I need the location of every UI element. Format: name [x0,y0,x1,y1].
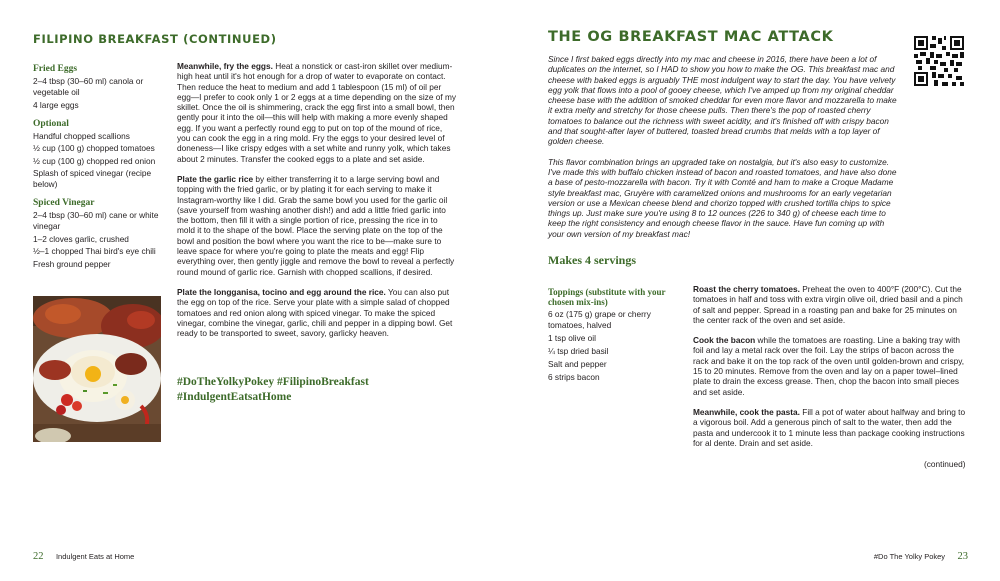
toppings-heading: Toppings (substitute with your chosen mix-ins) [548,287,666,307]
qr-code-icon[interactable] [914,36,964,86]
step-lead: Plate the longganisa, tocino and egg around the rice. [177,286,386,297]
method-step [177,61,457,164]
step-text: You can also put the egg on top of the rice. Serve your plate with a simple salad of chopped tomatoes and red onion along with spiced vinegar. To make the spiced vinegar, combine the vinegar, garlic, chili and pepper in a dipping bowl. Get ready to be transported to sweet, savory, garlicky heaven. [177,286,453,339]
step-lead: Roast the cherry tomatoes. [693,284,800,294]
footer-hashtag: #Do The Yolky Pokey [873,552,946,561]
method-step [177,174,457,277]
recipe-title: THE OG BREAKFAST MAC ATTACK [548,29,834,45]
filipino-breakfast-photo [33,296,161,442]
step-text: Preheat the oven to 400°F (200°C). Cut the tomatoes in half and toss with extra virgin olive oil, dried basil and a pinch of salt and pepper. Spread in a roasting pan and bake for 25 minutes on the center rack of the oven and set aside. [693,284,963,325]
left-section-title: FILIPINO BREAKFAST (CONTINUED) [33,32,277,46]
ingredient-item: 6 oz (175 g) grape or cherry tomatoes, halved [548,309,651,330]
recipe-intro [548,54,900,239]
ingredient-item: 1 tsp olive oil [548,333,596,343]
hashtag-line: #DoTheYolkyPokey #FilipinoBreakfast [177,376,369,388]
ingredient-heading: Fried Eggs [33,64,78,74]
step-lead: Meanwhile, fry the eggs. [177,61,273,71]
footer-book-title: Indulgent Eats at Home [55,552,135,561]
ingredient-group-optional [33,119,161,191]
page-number: 23 [957,551,968,562]
ingredient-item: ½ cup (100 g) chopped tomatoes [33,143,155,153]
step-text: while the tomatoes are roasting. Line a baking tray with foil and lay a metal rack over the foil. Lay the strips of bacon across the rack and bake it on the top rack of the oven until golden-brown and crispy, 15 to 20 minutes. Remove from the oven and lay on a paper towel–lined plate to drain the excess grease. Then, chop the bacon into small pieces and set aside. [693,335,965,397]
left-footer [33,546,134,564]
toppings-list [548,287,673,385]
ingredient-group-fried-eggs [33,64,161,111]
ingredient-item: ¼ tsp dried basil [548,346,609,356]
ingredient-item: Splash of spiced vinegar (recipe below) [33,168,152,189]
ingredient-item: 2–4 tbsp (30–60 ml) cane or white vinegar [33,210,159,231]
right-footer [874,546,968,564]
step-text: Heat a nonstick or cast-iron skillet over medium-high heat until it's hot enough for a drop of water to evaporate on contact. Then reduce the heat to medium and add 1 tablespoon (15 ml) of oil per egg—I prefer to cook only 1 or 2 eggs at a time depending on the size of my skillet. Once the oil is shimmering, crack the egg first into a small bowl, then gently pour it into the oil—this will help with making a more evenly shaped egg. If you want a perfectly round egg to put on top of the mound of rice, you can cook the egg in a ring mold. Fry the eggs to your desired level of doneness—I like crispy edges with a set white and runny yolk, which takes about 2 minutes. Transfer the cooked eggs to a plate and set aside. [177,61,457,164]
ingredient-item: ½–1 chopped Thai bird's eye chili [33,246,156,256]
method-step [177,287,457,338]
hashtag-line: #IndulgentEatsatHome [177,391,292,403]
method-step [693,284,968,325]
intro-paragraph: Since I first baked eggs directly into my mac and cheese in 2016, there have been a lot of duplicates on the internet, so I HAD to show you how to make the OG. This breakfast mac and cheese with baked eggs is arguably THE most indulgent way to start the day. You have velvety egg yolk that flows into a pool of gooey cheese, which I've amped up from my original cheddar cheese base with the addition of smoked cheddar for even more flavor and mozzarella to make it extra melty and stretchy for those cheese pulls. Then there's the pop of roasted cherry tomatoes to balance out the richness with sweet acidity, and it's finished off with crispy bacon and that sought-after layer of buttered, toasted bread crumbs that melds with a top layer of golden cheese. [548,54,897,147]
servings: Makes 4 servings [548,253,636,267]
ingredient-item: Salt and pepper [548,359,607,369]
intro-paragraph: This flavor combination brings an upgraded take on nostalgia, but it's also easy to customize. I've made this with buffalo chicken instead of bacon and roasted tomatoes, and have also done a base of pesto-mozzarella with bacon. Try it with Comté and ham to make a Croque Madame style breakfast mac, Gruyère with caramelized onions and mushrooms for an early vegetarian version or use a Mexican cheese blend and chorizo topped with crushed tortilla chips to spice things up. Just make sure you're using 8 to 12 ounces (226 to 340 g) of cheese each time to keep the right consistency and enough cheese flavor in the sauce. Have fun coming up with your own version of my breakfast mac! [548,156,897,239]
step-lead: Meanwhile, cook the pasta. [693,406,800,417]
ingredient-item: 1–2 cloves garlic, crushed [33,233,129,244]
food-photo [33,296,161,442]
method-step [693,407,968,448]
step-lead: Cook the bacon [693,335,756,346]
ingredients-list [33,64,161,271]
ingredient-item: 4 large eggs [33,99,79,110]
right-method [693,284,968,448]
ingredient-group-spiced-vinegar [33,198,161,270]
hashtags [177,375,369,405]
continued-note: (continued) [924,459,966,469]
ingredient-item: 2–4 tbsp (30–60 ml) canola or vegetable oil [33,76,144,97]
ingredient-heading: Spiced Vinegar [33,198,95,208]
ingredient-item: 6 strips bacon [548,372,600,382]
page-number: 22 [33,551,44,562]
left-method [177,61,457,338]
ingredient-item: ½ cup (100 g) chopped red onion [33,155,156,166]
step-text: by either transferring it to a large serving bowl and topping with the fried garlic, or by plating it for each serving to make it Instagram-worthy like I did. Grab the same bowl you used for the garlic oil (save yourself from washing another dish!) and add a little fried garlic into the bottom, then fill it with a single portion of rice, pressing the rice in to mold it to the shape of the bowl. Place the serving plate on the top of the bowl and position the bowl where you want the rice to be—make sure to leave space for where you're going to plate the meats and egg! Flip everything over, then gently jiggle and remove the bowl to reveal a perfectly round mound of garlic rice. Garnish with chopped scallions, if desired. [177,173,455,277]
ingredient-item: Fresh ground pepper [33,258,111,269]
step-text: Fill a pot of water about halfway and bring to a vigorous boil. Add a generous pinch of salt to the water, then add the pasta and undercook it to 1 minute less than package cooking instructions for al dente. Drain and set aside. [693,406,966,448]
ingredient-item: Handful chopped scallions [33,130,130,141]
ingredient-heading: Optional [33,118,69,129]
method-step [693,335,968,397]
step-lead: Plate the garlic rice [177,173,254,184]
